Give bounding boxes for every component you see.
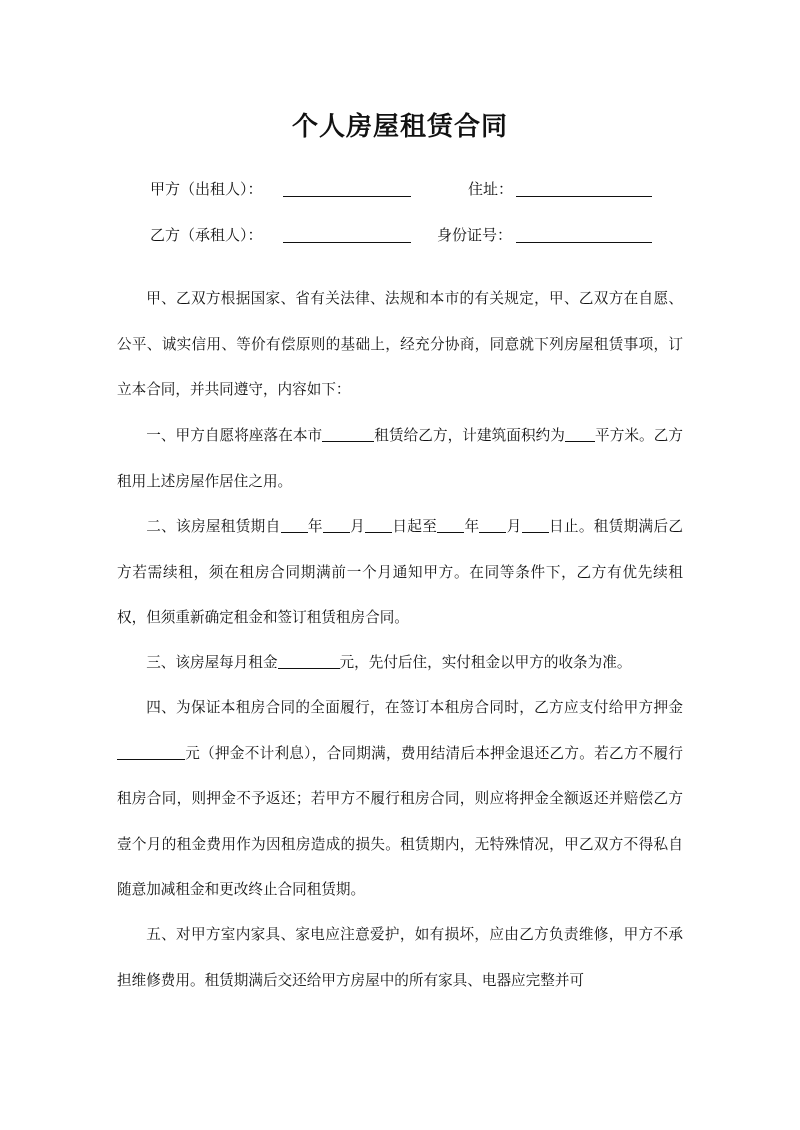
party-a-label: 甲方（出租人）： bbox=[150, 180, 263, 198]
id-number-blank bbox=[516, 242, 652, 243]
start-month-blank bbox=[323, 517, 350, 533]
end-year-blank bbox=[437, 517, 464, 533]
preamble-text: 甲、乙双方根据国家、省有关法律、法规和本市的有关规定，甲、乙双方在自愿、公平、诚实信用、等价有偿原则的基础上，经充分协商，同意就下列房屋租赁事项，订立本合同，并共同遵守，内容如下： bbox=[117, 290, 683, 398]
location-blank bbox=[322, 426, 374, 442]
clause-2-paragraph bbox=[117, 504, 683, 641]
party-a-name-blank bbox=[283, 196, 411, 197]
clause-5-text: 五、对甲方室内家具、家电应注意爱护，如有损坏，应由乙方负责维修，甲方不承担维修费用。租赁期满后交还给甲方房屋中的所有家具、电器应完整并可 bbox=[117, 926, 683, 989]
deposit-blank bbox=[117, 743, 185, 759]
clause-5-paragraph bbox=[117, 912, 683, 1003]
clause-2-text-a: 二、该房屋租赁期自 bbox=[146, 518, 281, 535]
clause-2-text-b: 日止。租赁期满后乙方若需续租，须在租房合同期满前一个月通知甲方。在同等条件下，乙方有优先续租权，但须重新确定租金和签订租赁租房合同。 bbox=[117, 518, 683, 626]
party-b-row bbox=[0, 224, 800, 254]
start-day-label: 日起至 bbox=[392, 518, 438, 535]
start-day-blank bbox=[365, 517, 392, 533]
year-label: 年 bbox=[307, 518, 323, 535]
clause-1-text-a: 一、甲方自愿将座落在本市 bbox=[146, 427, 323, 444]
clause-4-paragraph bbox=[117, 685, 683, 913]
clause-1-text-b: 租赁给乙方，计建筑面积约为 bbox=[374, 427, 565, 444]
party-b-label: 乙方（承租人）： bbox=[150, 226, 263, 244]
year-label: 年 bbox=[464, 518, 480, 535]
end-day-blank bbox=[522, 517, 549, 533]
month-label: 月 bbox=[349, 518, 366, 535]
address-blank bbox=[516, 196, 652, 197]
rent-blank bbox=[278, 653, 340, 669]
clause-4-text-a: 四、为保证本租房合同的全面履行，在签订本租房合同时，乙方应支付给甲方押金 bbox=[146, 699, 683, 716]
party-b-name-blank bbox=[283, 242, 411, 243]
preamble-paragraph bbox=[117, 276, 683, 413]
clause-3-text-b: 元，先付后住，实付租金以甲方的收条为准。 bbox=[339, 654, 632, 671]
clause-4-text-b: 元（押金不计利息），合同期满，费用结清后本押金退还乙方。若乙方不履行租房合同，则押金不予返还；若甲方不履行租房合同，则应将押金全额返还并赔偿乙方壹个月的租金费用作为因租房造成的损失。租赁期内，无特殊情况，甲乙双方不得私自随意加减租金和更改终止合同租赁期。 bbox=[117, 744, 683, 898]
document-title: 个人房屋租赁合同 bbox=[291, 112, 508, 142]
address-label: 住址： bbox=[468, 180, 514, 198]
clause-1-paragraph bbox=[117, 413, 683, 504]
end-month-blank bbox=[479, 517, 506, 533]
area-blank bbox=[565, 426, 595, 442]
party-a-row bbox=[0, 178, 800, 208]
clause-1-text-c: 平方米。乙方租用上述房屋作居住之用。 bbox=[117, 427, 683, 490]
clause-3-paragraph bbox=[117, 640, 683, 686]
id-number-label: 身份证号： bbox=[437, 226, 513, 244]
start-year-blank bbox=[281, 517, 308, 533]
month-label: 月 bbox=[506, 518, 522, 535]
clause-3-text-a: 三、该房屋每月租金 bbox=[146, 654, 278, 671]
